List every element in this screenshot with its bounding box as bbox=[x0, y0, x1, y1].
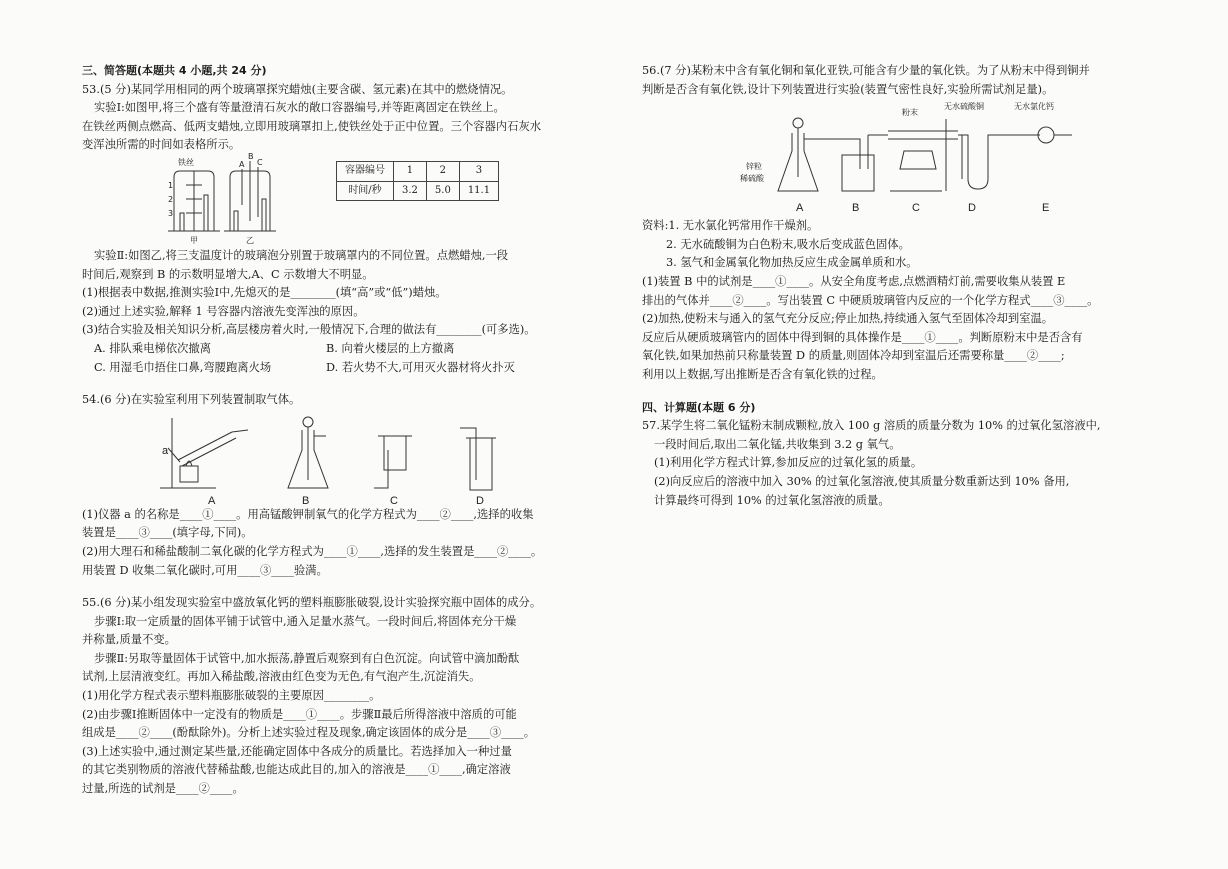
q57-line: (1)利用化学方程式计算,参加反应的过氧化氢的质量。 bbox=[654, 456, 923, 470]
q53-options bbox=[82, 340, 592, 377]
q57-line: (2)向反应后的溶液中加入 30% 的过氧化氢溶液,使其质量分数重新达到 10% 备用, bbox=[654, 474, 1070, 488]
q53-line: 实验Ⅰ:如图甲,将三个盛有等量澄清石灰水的敞口容器编号,并等距离固定在铁丝上。 bbox=[94, 101, 505, 115]
gas-apparatus-diagram bbox=[82, 410, 542, 506]
apparatus-label-d: D bbox=[476, 494, 484, 507]
section4-title: 四、计算题(本题 6 分) bbox=[642, 400, 756, 414]
left-column bbox=[82, 62, 592, 799]
q53-line: 在铁丝两侧点燃高、低两支蜡烛,立即用玻璃罩扣上,使铁丝处于正中位置。三个容器内石灰水 bbox=[82, 119, 542, 133]
q57-line: 57.某学生将二氧化锰粉末制成颗粒,放入 100 g 溶质的质量分数为 10% 的过氧化氢溶液中, bbox=[642, 419, 1101, 433]
table-row bbox=[337, 181, 499, 201]
q55-line: 试剂,上层清液变红。再加入稀盐酸,溶液由红色变为无色,有气泡产生,沉淀消失。 bbox=[82, 670, 481, 684]
q53-line: 53.(5 分)某同学用相同的两个玻璃罩探究蜡烛(主要含碳、氢元素)在其中的燃烧情况。 bbox=[82, 82, 513, 96]
q56-line: 排出的气体并____②____。写出装置 C 中硬质玻璃管内反应的一个化学方程式____③____。 bbox=[642, 293, 1099, 307]
q53-line: (2)通过上述实验,解释 1 号容器内溶液先变浑浊的原因。 bbox=[82, 304, 365, 318]
materials-line: 资料:1. 无水氯化钙常用作干燥剂。 bbox=[642, 219, 819, 233]
apparatus-label-c: C bbox=[390, 494, 398, 507]
q56-line: (2)加热,使粉末与通入的氢气充分反应;停止加热,持续通入氢气至固体冷却到室温。 bbox=[642, 312, 1054, 326]
container-1-label: 1 bbox=[168, 180, 174, 190]
table-header: 3 bbox=[459, 161, 498, 181]
q55-line: 55.(6 分)某小组发现实验室中盛放氧化钙的塑料瓶膨胀破裂,设计实验探究瓶中固体的成分。 bbox=[82, 596, 542, 610]
acid-label: 稀硫酸 bbox=[740, 174, 764, 184]
q53-line: 变浑浊所需的时间如表格所示。 bbox=[82, 138, 241, 152]
bell-jar-jia bbox=[168, 171, 220, 231]
q55-line: (3)上述实验中,通过测定某些量,还能确定固体中各成分的质量比。若选择加入一种过量 bbox=[82, 744, 512, 758]
option: A. 排队乘电梯依次撤离 bbox=[94, 341, 212, 355]
powder-label: 粉末 bbox=[902, 108, 918, 118]
q54-line: 用装置 D 收集二氧化碳时,可用____③____验满。 bbox=[82, 563, 328, 577]
apparatus-c-tube bbox=[888, 119, 958, 191]
q55-line: 的其它类别物质的溶液代替稀盐酸,也能达成此目的,加入的溶液是____①____,确定溶液 bbox=[82, 763, 511, 777]
bell-jar-yi bbox=[224, 161, 276, 231]
q56-line: 56.(7 分)某粉末中含有氧化铜和氧化亚铁,可能含有少量的氧化铁。为了从粉末中得到铜并 bbox=[642, 64, 1090, 77]
q55-line: 步骤Ⅱ:另取等量固体于试管中,加水振荡,静置后观察到有白色沉淀。向试管中滴加酚酞 bbox=[94, 651, 520, 665]
container-3-label: 3 bbox=[168, 208, 174, 218]
cuso4-label: 无水硫酸铜 bbox=[944, 102, 984, 112]
q57-line: 一段时间后,取出二氧化锰,共收集到 3.2 g 氧气。 bbox=[654, 437, 901, 451]
apparatus-label-e: E bbox=[1042, 202, 1050, 215]
section3-title: 三、简答题(本题共 4 小题,共 24 分) bbox=[82, 64, 267, 77]
q56-line: 反应后从硬质玻璃管内的固体中得到铜的具体操作是____①____。判断原粉末中是否含有 bbox=[642, 330, 1083, 344]
q53-line: (1)根据表中数据,推测实验Ⅰ中,先熄灭的是________(填“高”或“低”)蜡烛。 bbox=[82, 286, 447, 300]
hydrogen-reduction-apparatus bbox=[642, 99, 1142, 217]
apparatus-label-b: B bbox=[302, 494, 310, 507]
table-row bbox=[337, 161, 499, 181]
apparatus-c bbox=[374, 436, 412, 488]
materials-line: 3. 氢气和金属氧化物加热反应生成金属单质和水。 bbox=[666, 256, 918, 270]
q56-line: 判断是否含有氧化铁,设计下列装置进行实验(装置气密性良好,实验所需试剂足量)。 bbox=[642, 82, 1054, 96]
thermometer-a-label: A bbox=[239, 159, 245, 169]
thermometer-c-label: C bbox=[257, 157, 263, 167]
q55-line: (1)用化学方程式表示塑料瓶膨胀破裂的主要原因________。 bbox=[82, 689, 381, 703]
candle-bell-jar-diagram bbox=[82, 151, 322, 247]
q53-line: 实验Ⅱ:如图乙,将三支温度计的玻璃泡分别置于玻璃罩内的不同位置。点燃蜡烛,一段 bbox=[94, 248, 509, 262]
q54-line: (1)仪器 a 的名称是____①____。用高锰酸钾制氧气的化学方程式为____②____,选择的收集 bbox=[82, 507, 534, 521]
option: D. 若火势不大,可用灭火器材将火扑灭 bbox=[326, 360, 515, 374]
apparatus-a bbox=[160, 418, 248, 488]
thermometer-b-label: B bbox=[248, 151, 254, 161]
q55-line: 组成是____②____(酚酞除外)。分析上述实验过程及现象,确定该固体的成分是____③____。 bbox=[82, 726, 535, 740]
q55-line: 步骤Ⅰ:取一定质量的固体平铺于试管中,通入足量水蒸气。一段时间后,将固体充分干燥 bbox=[94, 614, 517, 628]
jar-yi-label: 乙 bbox=[246, 235, 254, 245]
q56-line: 氧化铁,如果加热前只称量装置 D 的质量,则固体冷却到室温后还需要称量____②____; bbox=[642, 349, 1065, 363]
table-cell: 5.0 bbox=[426, 181, 459, 201]
cacl2-label: 无水氯化钙 bbox=[1014, 102, 1054, 112]
q56-line: (1)装置 B 中的试剂是____①____。从安全角度考虑,点燃酒精灯前,需要收集从装置 E bbox=[642, 274, 1066, 288]
table-cell: 时间/秒 bbox=[337, 181, 394, 201]
q56-figure bbox=[642, 99, 1142, 217]
table-header: 1 bbox=[394, 161, 427, 181]
apparatus-b bbox=[288, 417, 328, 488]
q54-figure bbox=[82, 410, 592, 506]
q53-line: (3)结合实验及相关知识分析,高层楼房着火时,一般情况下,合理的做法有________(可多选)。 bbox=[82, 323, 536, 337]
apparatus-d bbox=[460, 428, 496, 490]
q54-line: (2)用大理石和稀盐酸制二氧化碳的化学方程式为____①____,选择的发生装置是____②____。 bbox=[82, 544, 543, 558]
q56-line: 利用以上数据,写出推断是否含有氧化铁的过程。 bbox=[642, 367, 883, 381]
q57-line: 计算最终可得到 10% 的过氧化氢溶液的质量。 bbox=[654, 493, 890, 507]
q53-line: 时间后,观察到 B 的示数明显增大,A、C 示数增大不明显。 bbox=[82, 267, 374, 281]
wire-label: 铁丝 bbox=[178, 157, 194, 167]
table-cell: 3.2 bbox=[394, 181, 427, 201]
time-table bbox=[336, 161, 499, 201]
apparatus-e-drying-tube bbox=[1002, 127, 1072, 143]
apparatus-label-c: C bbox=[912, 202, 920, 215]
apparatus-label-b: B bbox=[852, 202, 860, 215]
right-column bbox=[642, 62, 1142, 510]
table-cell: 11.1 bbox=[459, 181, 498, 201]
table-header: 容器编号 bbox=[337, 161, 394, 181]
apparatus-d-u-tube bbox=[958, 135, 1002, 189]
q54-title: 54.(6 分)在实验室利用下列装置制取气体。 bbox=[82, 393, 301, 407]
table-header: 2 bbox=[426, 161, 459, 181]
jar-jia-label: 甲 bbox=[190, 235, 198, 245]
apparatus-label-a: A bbox=[796, 202, 804, 215]
zinc-label: 锌粒 bbox=[746, 162, 762, 172]
container-2-label: 2 bbox=[168, 194, 174, 204]
option: C. 用湿毛巾捂住口鼻,弯腰跑离火场 bbox=[94, 360, 272, 374]
option: B. 向着火楼层的上方撤离 bbox=[326, 341, 455, 355]
q55-line: 过量,所选的试剂是____②____。 bbox=[82, 782, 244, 796]
q55-line: 并称量,质量不变。 bbox=[82, 633, 176, 647]
q55-line: (2)由步骤Ⅰ推断固体中一定没有的物质是____①____。步骤Ⅱ最后所得溶液中溶质的可能 bbox=[82, 707, 517, 721]
instrument-a-label: a bbox=[162, 444, 169, 457]
apparatus-b-bottle bbox=[842, 135, 888, 191]
q54-line: 装置是____③____(填字母,下同)。 bbox=[82, 526, 253, 540]
apparatus-label-d: D bbox=[968, 202, 976, 215]
q53-figure bbox=[82, 151, 592, 247]
apparatus-label-a: A bbox=[208, 494, 216, 507]
materials-line: 2. 无水硫酸铜为白色粉末,吸水后变成蓝色固体。 bbox=[666, 237, 910, 251]
